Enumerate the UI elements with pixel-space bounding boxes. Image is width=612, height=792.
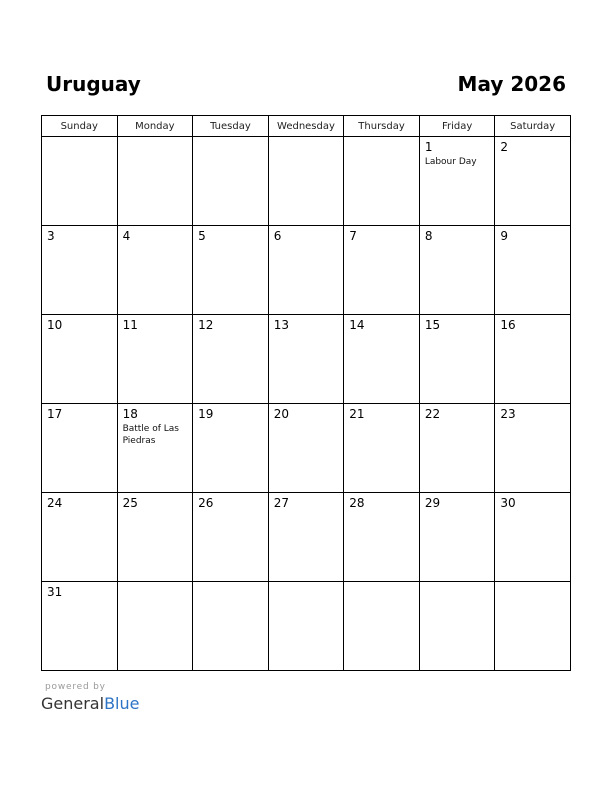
day-cell[interactable] (495, 404, 571, 493)
day-cell[interactable] (193, 315, 269, 404)
day-cell-content (344, 226, 419, 244)
day-number: 26 (198, 496, 214, 510)
weekday-header: Friday (419, 116, 495, 137)
day-cell[interactable] (419, 226, 495, 315)
day-cell[interactable] (495, 493, 571, 582)
day-cell-content (42, 137, 117, 140)
day-cell-content (193, 226, 268, 244)
day-cell[interactable] (193, 493, 269, 582)
day-cell-content (118, 315, 193, 333)
day-number: 3 (47, 229, 55, 243)
calendar-body (42, 137, 571, 671)
day-cell-content (495, 404, 570, 422)
month-year-title: May 2026 (457, 72, 566, 96)
day-cell[interactable] (495, 226, 571, 315)
day-cell[interactable] (344, 226, 420, 315)
week-row (42, 582, 571, 671)
day-cell-content (42, 493, 117, 511)
day-cell[interactable] (42, 137, 118, 226)
day-cell-content (420, 404, 495, 422)
powered-by-label: powered by (45, 682, 106, 692)
day-cell[interactable] (344, 137, 420, 226)
weekday-header: Monday (117, 116, 193, 137)
day-cell[interactable] (117, 226, 193, 315)
day-cell-content (42, 404, 117, 422)
day-cell-content (118, 582, 193, 585)
weekday-header: Sunday (42, 116, 118, 137)
calendar-grid (41, 115, 571, 671)
day-cell-content (420, 582, 495, 585)
day-number: 8 (424, 229, 433, 243)
weekday-header: Tuesday (193, 116, 269, 137)
day-cell[interactable] (419, 582, 495, 671)
day-number: 4 (122, 229, 131, 243)
day-cell[interactable] (495, 582, 571, 671)
day-cell-content (118, 226, 193, 244)
day-cell[interactable] (42, 493, 118, 582)
day-cell[interactable] (42, 404, 118, 493)
day-cell[interactable] (42, 226, 118, 315)
day-cell[interactable] (344, 315, 420, 404)
day-number: 2 (500, 140, 509, 154)
brand-general-text: General (41, 694, 105, 713)
day-cell[interactable] (419, 315, 495, 404)
day-number: 19 (198, 407, 214, 421)
day-cell[interactable] (268, 137, 344, 226)
day-number: 20 (273, 407, 289, 421)
day-cell-content (420, 226, 495, 244)
day-cell[interactable] (117, 315, 193, 404)
day-cell[interactable] (344, 493, 420, 582)
day-cell-content (269, 404, 344, 422)
day-number: 21 (349, 407, 365, 421)
day-cell-content (495, 493, 570, 511)
day-cell[interactable] (268, 315, 344, 404)
day-cell[interactable] (42, 315, 118, 404)
day-cell-content (495, 582, 570, 585)
day-number: 17 (47, 407, 63, 421)
day-cell-content (344, 137, 419, 140)
day-number: 27 (273, 496, 289, 510)
day-cell-content (269, 137, 344, 140)
day-number: 22 (424, 407, 441, 421)
day-cell-content (118, 404, 193, 447)
day-cell-content (193, 137, 268, 140)
day-cell-content (193, 315, 268, 333)
day-cell-content (420, 137, 495, 168)
day-cell[interactable] (117, 493, 193, 582)
day-cell[interactable] (193, 582, 269, 671)
day-cell-content (495, 315, 570, 333)
weekday-header: Saturday (495, 116, 571, 137)
day-number: 25 (122, 496, 138, 510)
day-cell[interactable] (193, 404, 269, 493)
day-number: 1 (424, 140, 433, 154)
day-number: 30 (500, 496, 516, 510)
day-cell-content (42, 582, 117, 600)
day-number: 24 (47, 496, 63, 510)
week-row (42, 315, 571, 404)
day-cell[interactable] (42, 582, 118, 671)
day-cell[interactable] (117, 137, 193, 226)
day-number: 10 (47, 318, 63, 332)
week-row (42, 404, 571, 493)
day-number: 7 (349, 229, 357, 243)
weekday-header: Wednesday (268, 116, 344, 137)
week-row (42, 493, 571, 582)
day-cell-content (118, 137, 193, 140)
weekday-header-row (42, 116, 571, 137)
day-cell-content (193, 493, 268, 511)
day-number: 12 (198, 318, 214, 332)
day-cell[interactable] (419, 137, 495, 226)
day-cell[interactable] (268, 582, 344, 671)
day-cell[interactable] (193, 137, 269, 226)
day-cell-content (344, 493, 419, 511)
day-cell-content (193, 404, 268, 422)
day-number: 11 (122, 318, 138, 332)
holiday-label: Labour Day (424, 157, 477, 167)
day-cell-content (344, 404, 419, 422)
day-number: 23 (500, 407, 516, 421)
day-cell[interactable] (268, 226, 344, 315)
day-number: 5 (198, 229, 206, 243)
week-row (42, 226, 571, 315)
day-number: 13 (273, 318, 289, 332)
brand-blue-text: Blue (104, 694, 140, 713)
week-row (42, 137, 571, 226)
day-number: 29 (424, 496, 441, 510)
day-number: 15 (424, 318, 441, 332)
day-cell[interactable] (193, 226, 269, 315)
weekday-header: Thursday (344, 116, 420, 137)
day-cell[interactable] (117, 582, 193, 671)
day-cell-content (118, 493, 193, 511)
day-cell-content (344, 315, 419, 333)
generalblue-logo[interactable] (41, 694, 139, 714)
day-cell[interactable] (268, 493, 344, 582)
day-cell-content (420, 315, 495, 333)
day-number: 28 (349, 496, 365, 510)
day-number: 9 (500, 229, 509, 243)
day-cell[interactable] (268, 404, 344, 493)
day-cell[interactable] (419, 404, 495, 493)
day-number: 16 (500, 318, 516, 332)
day-number: 18 (122, 407, 138, 421)
day-cell-content (193, 582, 268, 585)
day-cell-content (269, 582, 344, 585)
day-cell-content (344, 582, 419, 585)
day-cell[interactable] (344, 404, 420, 493)
day-cell[interactable] (495, 137, 571, 226)
day-cell[interactable] (419, 493, 495, 582)
day-cell[interactable] (117, 404, 193, 493)
holiday-label: Battle of Las Piedras (122, 424, 179, 446)
day-cell-content (42, 315, 117, 333)
country-title: Uruguay (46, 72, 141, 96)
day-cell-content (420, 493, 495, 511)
day-cell-content (495, 137, 570, 155)
day-cell-content (269, 493, 344, 511)
day-cell-content (269, 226, 344, 244)
day-number: 6 (273, 229, 282, 243)
day-number: 14 (349, 318, 365, 332)
day-cell-content (42, 226, 117, 244)
day-cell[interactable] (495, 315, 571, 404)
day-cell-content (269, 315, 344, 333)
day-number: 31 (47, 585, 63, 599)
day-cell-content (495, 226, 570, 244)
day-cell[interactable] (344, 582, 420, 671)
